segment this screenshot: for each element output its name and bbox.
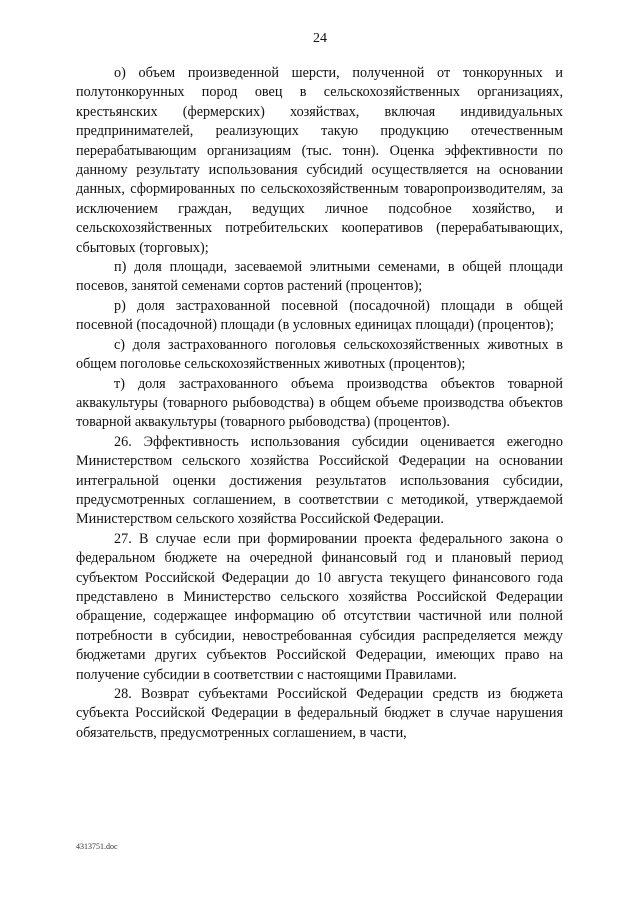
paragraph-item-s: с) доля застрахованного поголовья сельскохозяйственных животных в общем поголовье сельскохозяйственных животных (процентов);	[76, 336, 563, 373]
paragraph-item-o: о) объем произведенной шерсти, полученной от тонкорунных и полутонкорунных пород овец в сельскохозяйственных организациях, крестьянских (фермерских) хозяйствах, включая индивидуальных предпринимателей, реализующих такую продукцию отечественным перерабатывающим организациям (тыс. тонн). Оценка эффективности по данному результату использования субсидий осуществляется на основании данных, сформированных по сельскохозяйственным товаропроизводителям, за исключением граждан, ведущих личное подсобное хозяйство, и сельскохозяйственных потребительских кооперативов (перерабатывающих, сбытовых (торговых);	[76, 65, 563, 256]
paragraph-28: 28. Возврат субъектами Российской Федерации средств из бюджета субъекта Российской Федерации в федеральный бюджет в случае нарушения обязательств, предусмотренных соглашением, в части,	[76, 686, 563, 741]
footer-filename: 4313751.doc	[76, 842, 118, 851]
paragraph-26: 26. Эффективность использования субсидии оценивается ежегодно Министерством сельского хозяйства Российской Федерации на основании интегральной оценки достижения результатов использования субсидии, предусмотренных соглашением, в соответствии с методикой, утверждаемой Министерством сельского хозяйства Российской Федерации.	[76, 433, 563, 528]
paragraph-27: 27. В случае если при формировании проекта федерального закона о федеральном бюджете на очередной финансовый год и плановый период субъектом Российской Федерации до 10 августа текущего финансового года представлено в Министерство сельского хозяйства Российской Федерации обращение, содержащее информацию об отсутствии частичной или полной потребности в субсидии, невостребованная субсидия распределяется между бюджетами других субъектов Российской Федерации, имеющих право на получение субсидии в соответствии с настоящими Правилами.	[76, 530, 563, 683]
document-body	[76, 64, 563, 743]
paragraph-item-t: т) доля застрахованного объема производства объектов товарной аквакультуры (товарного рыбоводства) в общем объеме производства объектов товарной аквакультуры (товарного рыбоводства) (процентов).	[76, 375, 563, 431]
page-number: 24	[313, 31, 327, 46]
paragraph-item-p: п) доля площади, засеваемой элитными семенами, в общей площади посевов, занятой семенами сортов растений (процентов);	[76, 259, 563, 295]
paragraph-item-r: р) доля застрахованной посевной (посадочной) площади в общей посевной (посадочной) площади (в условных единицах площади) (процентов);	[76, 297, 563, 334]
